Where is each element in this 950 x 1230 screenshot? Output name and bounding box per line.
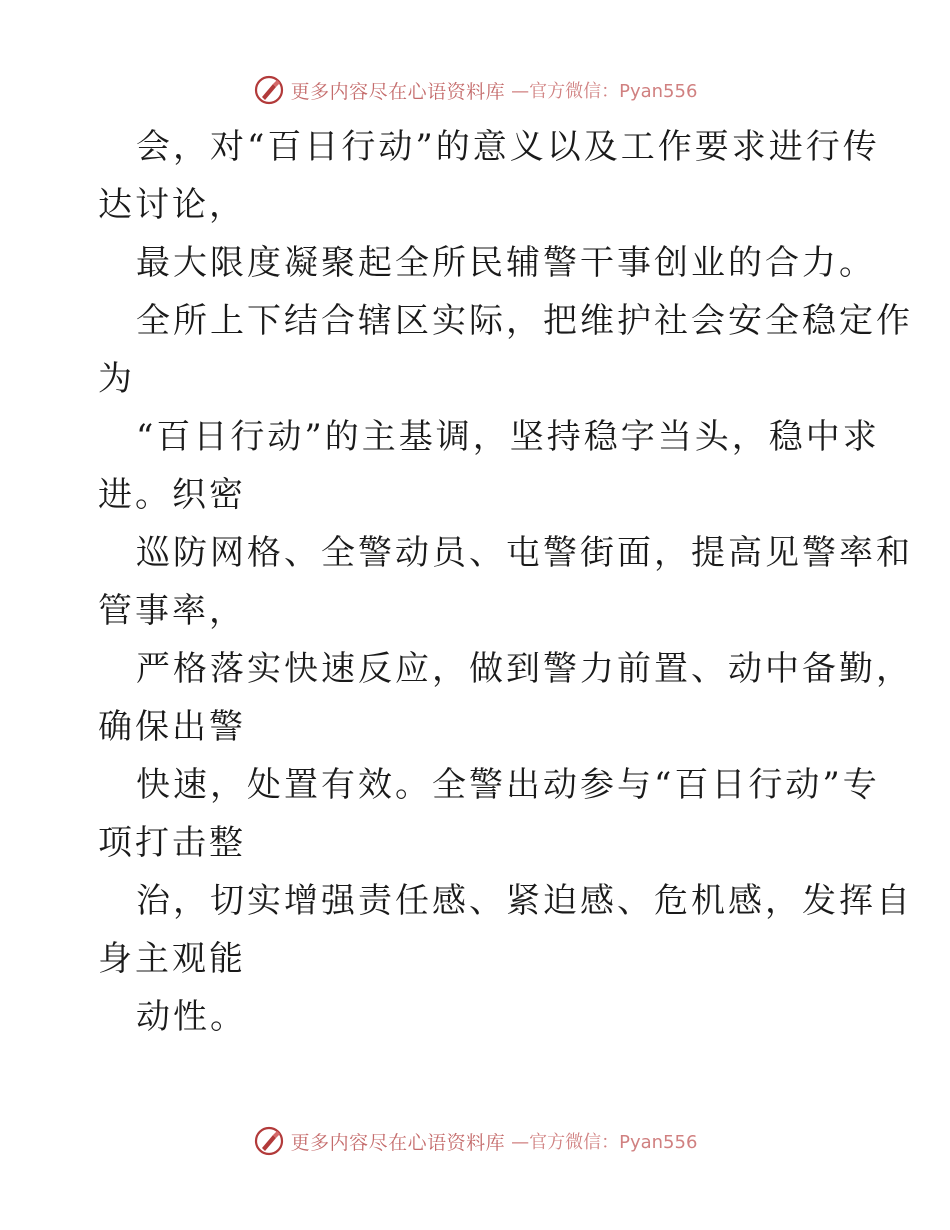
header-watermark bbox=[0, 70, 950, 110]
body-line: 身主观能 bbox=[98, 939, 246, 979]
watermark-suffix: —官方微信：Pyan556 bbox=[511, 81, 698, 102]
watermark-suffix: —官方微信：Pyan556 bbox=[511, 1132, 698, 1153]
watermark-brand: 更多内容尽在心语资料库 bbox=[290, 1131, 506, 1154]
body-line: 治，切实增强责任感、紧迫感、危机感，发挥自 bbox=[136, 881, 913, 921]
document-body bbox=[98, 118, 913, 1046]
body-line: 进。织密 bbox=[98, 475, 246, 515]
body-line: 项打击整 bbox=[98, 823, 246, 863]
body-line: 巡防网格、全警动员、屯警街面，提高见警率和 bbox=[136, 533, 913, 573]
body-line: 管事率， bbox=[98, 591, 246, 631]
pen-logo-icon bbox=[253, 74, 285, 106]
body-line: 为 bbox=[98, 359, 135, 399]
body-line: 全所上下结合辖区实际，把维护社会安全稳定作 bbox=[136, 301, 913, 341]
body-line: 最大限度凝聚起全所民辅警干事创业的合力。 bbox=[136, 243, 876, 283]
body-line: 快速，处置有效。全警出动参与“百日行动”专 bbox=[136, 765, 880, 805]
pen-logo-icon bbox=[253, 1125, 285, 1157]
body-line: 确保出警 bbox=[98, 707, 246, 747]
watermark-brand: 更多内容尽在心语资料库 bbox=[290, 80, 506, 103]
body-line: “百日行动”的主基调，坚持稳字当头，稳中求 bbox=[136, 417, 880, 457]
body-line: 动性。 bbox=[136, 997, 247, 1037]
footer-watermark bbox=[0, 1121, 950, 1161]
body-line: 达讨论， bbox=[98, 185, 246, 225]
body-line: 严格落实快速反应，做到警力前置、动中备勤， bbox=[136, 649, 913, 689]
body-line: 会，对“百日行动”的意义以及工作要求进行传 bbox=[136, 127, 880, 167]
